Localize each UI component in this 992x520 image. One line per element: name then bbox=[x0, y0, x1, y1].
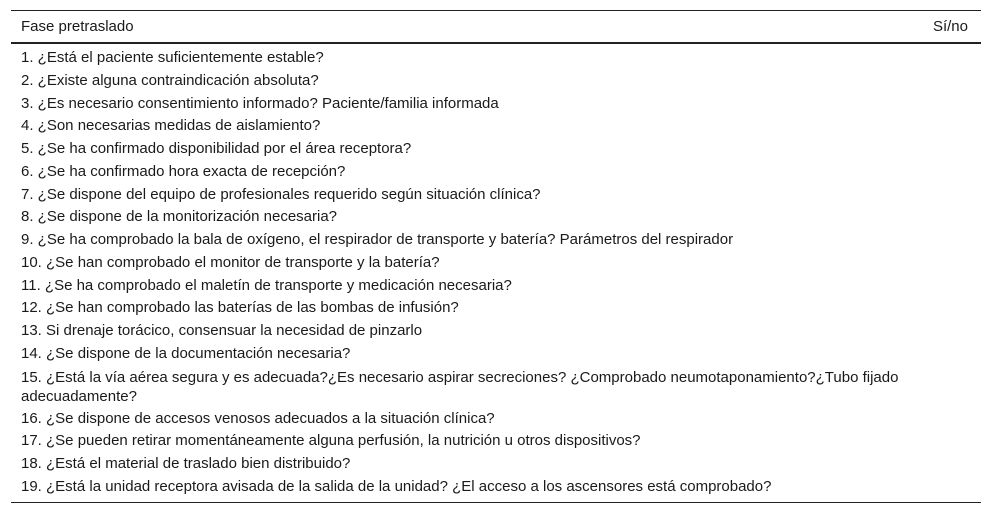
table-row: 14. ¿Se dispone de la documentación necesaria? bbox=[21, 344, 351, 362]
table-row: 11. ¿Se ha comprobado el maletín de transporte y medicación necesaria? bbox=[21, 276, 512, 294]
table-row: 19. ¿Está la unidad receptora avisada de la salida de la unidad? ¿El acceso a los ascensores está comprobado? bbox=[21, 477, 772, 495]
checklist-table bbox=[11, 10, 981, 503]
table-row: 12. ¿Se han comprobado las baterías de las bombas de infusión? bbox=[21, 299, 459, 317]
table-row: 9. ¿Se ha comprobado la bala de oxígeno, el respirador de transporte y batería? Parámetros del respirador bbox=[21, 231, 734, 248]
table-row: 10. ¿Se han comprobado el monitor de transporte y la batería? bbox=[21, 253, 440, 271]
table-row: 6. ¿Se ha confirmado hora exacta de recepción? bbox=[21, 162, 346, 180]
table-row: 8. ¿Se dispone de la monitorización necesaria? bbox=[21, 208, 338, 226]
header-yes-no-label: Sí/no bbox=[932, 18, 968, 35]
table-row: 7. ¿Se dispone del equipo de profesionales requerido según situación clínica? bbox=[21, 185, 541, 203]
table-body bbox=[11, 44, 981, 499]
table-row: 17. ¿Se pueden retirar momentáneamente alguna perfusión, la nutrición u otros dispositivos? bbox=[21, 432, 641, 450]
table-row: 18. ¿Está el material de traslado bien distribuido? bbox=[21, 455, 351, 472]
table-header-row bbox=[11, 11, 981, 44]
header-phase-label: Fase pretraslado bbox=[21, 18, 134, 35]
table-row: 2. ¿Existe alguna contraindicación absoluta? bbox=[21, 71, 319, 89]
table-bottom-rule bbox=[11, 502, 981, 503]
table-row: 4. ¿Son necesarias medidas de aislamiento? bbox=[21, 117, 321, 135]
table-row: 1. ¿Está el paciente suficientemente estable? bbox=[21, 49, 324, 66]
table-row: 5. ¿Se ha confirmado disponibilidad por el área receptora? bbox=[21, 140, 412, 157]
table-row: 15. ¿Está la vía aérea segura y es adecuada?¿Es necesario aspirar secreciones? ¿Comprobado neumotaponamiento?¿Tubo fijado adecuadamente? bbox=[21, 368, 899, 405]
table-row: 13. Si drenaje torácico, consensuar la necesidad de pinzarlo bbox=[21, 322, 423, 339]
table-row: 3. ¿Es necesario consentimiento informado? Paciente/familia informada bbox=[21, 94, 499, 112]
table-row: 16. ¿Se dispone de accesos venosos adecuados a la situación clínica? bbox=[21, 409, 495, 427]
